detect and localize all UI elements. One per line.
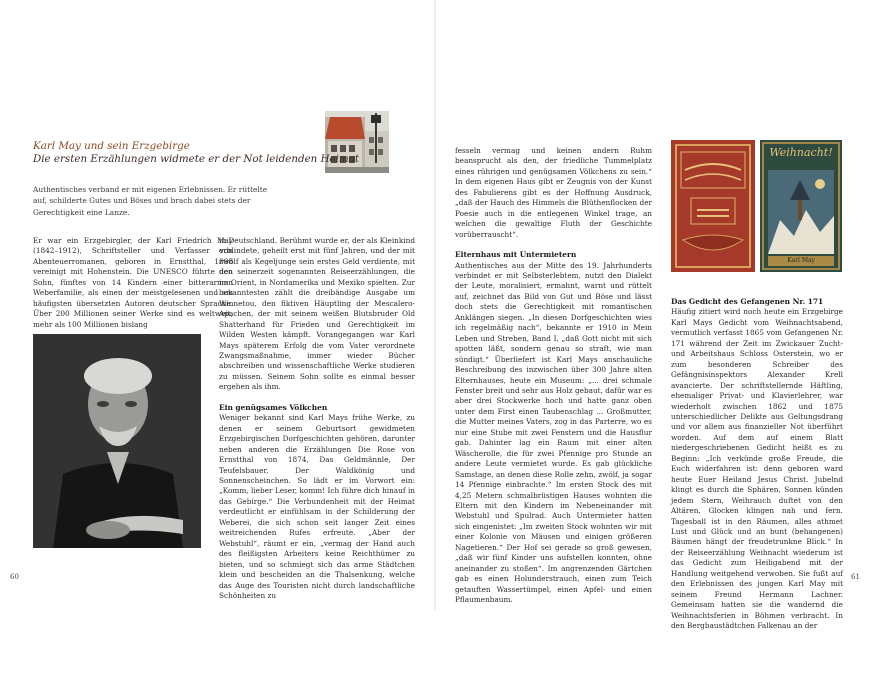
right-column-2 (671, 297, 843, 632)
right-col2-subheading: Das Gedicht des Gefangenen Nr. 171 (671, 297, 824, 306)
book-gutter (434, 0, 436, 610)
left-column-2 (219, 236, 415, 601)
article-title: Karl May und sein Erzgebirge (33, 140, 190, 152)
book2-author: Karl May (787, 257, 815, 264)
left-col2-paragraph: in Deutschland. Berühmt wurde er, der als Kleinkind erblindete, geheilt erst mit fünf Jahren, und der mit zwölf als Kegeljunge sein erstes Geld verdiente, mit den seinerzeit sogenannten Reiseerzählungen, die im Orient, in Nordamerika und Mexiko spielten. Zur bekanntesten zählt die dreibändige Ausgabe um Winnetou, den fiktiven Häuptling der Mescalero-Apachen, der mit seinem weißen Blutsbruder Old Shatterhand für Frieden und Gerechtigkeit im Wilden Westen kämpft. Vorangegangen war Karl Mays späterem Erfolg die vom Vater verordnete Zwangsmaßnahme, immer wieder Bücher abschreiben und wissenschaftliche Werke studieren zu müssen. Seinem Sohn sollte es einmal besser ergehen als ihm. (219, 236, 415, 392)
left-col2-subheading: Ein genügsames Völkchen (219, 402, 328, 412)
right-col1-subheading: Elternhaus mit Untermietern (455, 250, 577, 260)
karl-may-portrait (33, 334, 201, 548)
right-col1-paragraph-2: Authentisches aus der Mitte des 19. Jahrhunderts verbindet er mit Selbsterlebtem, nutzt den Dialekt der Leute, moralisiert, ermahnt, warnt und rüttelt auf, zeichnet das Bild von Gut und Böse und lässt doch stets die Gerechtigkeit mit romantischen Anklängen siegen. „In diesen Dorfgeschichten wies ich regelmäßig nach“, bekannte er 1910 in Mein Leben und Streben, Band I, „daß Gott nicht mit sich spotten läßt, sondern genau so straft, wie man sündigt.“ Überliefert ist Karl Mays anschauliche Beschreibung des inzwischen über 300 Jahre alten Elternhauses, heute ein Museum: „... drei schmale Fenster breit und sehr aus Holz gebaut, dafür war es aber drei Stockwerke hoch und hatte ganz oben unter dem First einen Taubenschlag ... Großmutter, die Mutter meines Vaters, zog in das Parterre, wo es nur eine Stube mit zwei Fenstern und die Hausflur gab. Dahinter lag ein Raum mit einer alten Wäscherolle, die für zwei Pfennige pro Stunde an andere Leute vermietet wurde. Es gab glückliche Samstage, an denen diese Rolle zehn, zwölf, ja sogar 14 Pfennige einbrachte.“ Im ersten Stock des mit 4,25 Metern schmalbrüstigen Hauses wohnten die Eltern mit den Kindern im Nebeneinander mit Webstuhl und Spulrad. Auch Untermieter hatten sich eingenistet: „Im zweiten Stock wohnten wir mit einer Kolonie von Mäusen und einigen größeren Nagetieren.“ Der Hof sei gerade so groß gewesen, „daß wir fünf Kinder uns aufstellen konnten, ohne aneinander zu stoßen“. Im angrenzenden Gärtchen gab es einen Holunderstrauch, einen zum Teich getauften Wassertümpel, einen Apfel- und einen Pflaumenbaum. (455, 260, 652, 605)
left-column-1 (33, 236, 233, 330)
left-col1-paragraph: Er war ein Erzgebirgler, der Karl Friedrich May (1842–1912), Schriftsteller und Verfasser von Abenteuerromanen, geboren in Ernstthal, 1898 vereinigt mit Hohenstein. Die UNESCO führte den Sohn, fünftes von 14 Kindern einer bitterarmen Weberfamilie, als einen der meistgelesenen und am häufigsten übersetzten Autoren deutscher Sprache. Über 200 Millionen seiner Werke sind es weltweit, mehr als 100 Millionen bislang (33, 236, 233, 329)
article-subtitle: Die ersten Erzählungen widmete er der Not leidenden Heimat (33, 153, 359, 165)
article-intro: Authentisches verband er mit eigenen Erlebnissen. Er rüttelte auf, schilderte Gutes und Böses und brach dabei stets der Gerechtigkeit eine Lanze. (33, 185, 268, 217)
book2-title: Weihnacht! (769, 146, 833, 159)
right-col1-paragraph: fesseln vermag und keinen andern Ruhm beansprucht als den, der friedliche Tummelplatz eines rührigen und genügsamen Völkchens zu sein.“ In dem eigenen Haus gibt er Zeugnis von der Kunst des Fabulierens gibt es der Hoffnung Ausdruck, „daß der Hauch des Himmels die Blüthenflocken der Poesie auch in die entlegenen Winkel trage, an welchen die gewaltige Fluth der Geschichte vorüberrauscht“. (455, 146, 652, 239)
book-cover-dorfgeschichten (671, 140, 755, 272)
right-col2-paragraph: Häufig zitiert wird noch heute ein Erzgebirge Karl Mays Gedicht vom Weihnachtsabend, vermutlich verfasst 1865 vom Gefangenen Nr. 171 während der Zeit im Zwickauer Zucht- und Arbeitshaus Schloss Osterstein, wo er zum besonderen Schreiber des Gefängnisinspektors Alexander Krell avancierte. Der schriftstellernde Häftling, ehemaliger Privat- und Klavierlehrer, war wiederholt zwischen 1862 und 1875 unterschiedlicher Delikte aus Geltungsdrang und vor allem aus finanzieller Not überführt worden. Auf dem auf einem Blatt niedergeschriebenen Gedicht heißt es zu Beginn: „Ich verkünde große Freude, die Euch widerfahren ist: denn geboren ward heute Euer Heiland Jesus Christ. Jubelnd klingt es durch die Sphären, Sonnen künden jedem Stern, Weihrauch duftet von den Altären, Glocken klingen nah und fern. Tagesball ist in den Räumen, alles athmet Lust und Glück und an bunt (behangenen) Bäumen hängt der freudetrunkne Blick.“ In der Reiseerzählung Weihnacht wiederum ist das Gedicht zum Heiligabend mit der Handlung weitgehend verwoben. Sie fußt auf den Erlebnissen des jungen Karl May mit seinem Freund Hermann Lachner. Gemeinsam hatten sie die wandernd die Weihnachtsferien in Böhmen verbracht. In den Bergbaustädtchen Falkenau an der (671, 307, 843, 631)
page-number-right: 61 (851, 573, 860, 581)
left-col2-paragraph-2: Weniger bekannt sind Karl Mays frühe Werke, zu denen er seinem Geburtsort gewidmeten Erzgebirgischen Dorfgeschichten gehören, darunter neben anderen die Erzählungen Die Rose von Ernstthal von 1874, Das Geldmännle, Der Teufelsbauer, Der Waldkönig und Sonnenscheinchen. So lädt er im Vorwort ein: „Komm, lieber Leser, komm! Ich führe dich hinauf in das Gebirge.“ Die Verbundenheit mit der Heimat verdeutlicht er einfühlsam in der Schilderung der Weberei, die sich schon seit langer Zeit eines weitreichenden Rufes erfreute. „Aber der Webstuhl“, räumt er ein, „vermag der Hand auch des fleißigsten Arbeiters keine Reichthümer zu bieten, und so schmiegt sich das arme Städtchen klein und bescheiden an die Thalsenkung, welche das Auge des Touristen nicht durch landschaftliche Schönheiten zu (219, 413, 415, 600)
page-number-left: 60 (10, 573, 19, 581)
book-cover-weihnacht (760, 140, 842, 272)
right-column-1 (455, 146, 652, 605)
